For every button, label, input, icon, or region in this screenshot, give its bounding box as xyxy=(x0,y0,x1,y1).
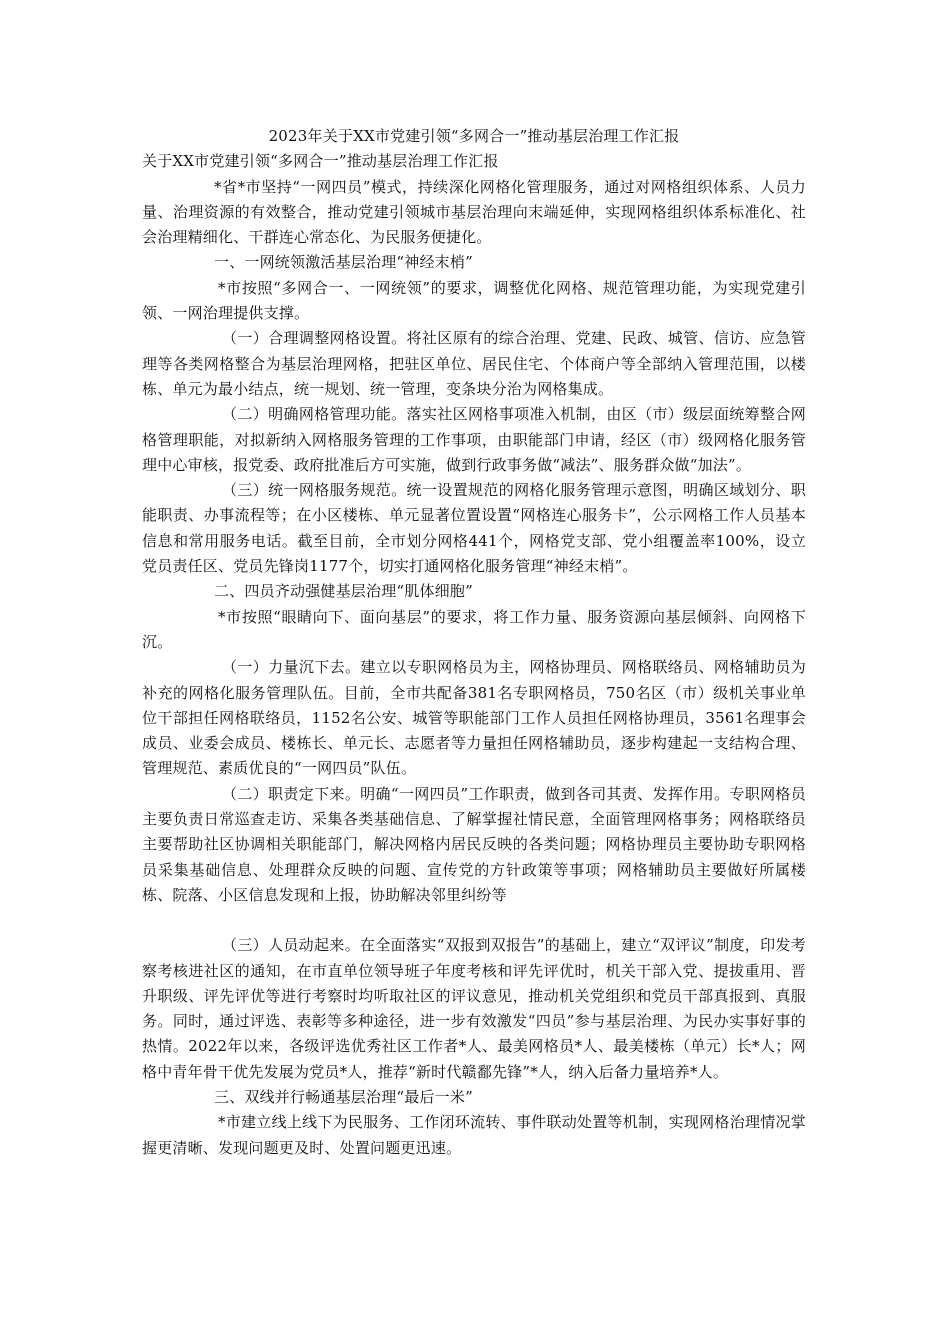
section-3-lead: *市建立线上线下为民服务、工作闭环流转、事件联动处置等机制，实现网格治理情况掌握更清晰、发现问题更及时、处置问题更迅速。 xyxy=(142,1113,806,1157)
section-3-heading: 三、双线并行畅通基层治理“最后一米” xyxy=(214,1087,473,1106)
paragraph-gap xyxy=(142,908,806,933)
section-1-heading: 一、一网统领激活基层治理“神经末梢” xyxy=(214,253,473,272)
document-title: 2023年关于XX市党建引领“多网合一”推动基层治理工作汇报 xyxy=(268,127,680,145)
section-1-item-3: （三）统一网格服务规范。统一设置规范的网格化服务管理示意图，明确区域划分、职能职责、办事流程等；在小区楼栋、单元显著位置设置“网格连心服务卡”，公示网格工作人员基本信息和常用服务电话。截至目前，全市划分网格441个，网格党支部、党小组覆盖率100%，设立党员责任区、党员先锋岗1177个，切实打通网格化服务管理“神经末梢”。 xyxy=(142,481,806,576)
section-2-item-1: （一）力量沉下去。建立以专职网格员为主，网格协理员、网格联络员、网格辅助员为补充的网格化服务管理队伍。目前，全市共配备381名专职网格员，750名区（市）级机关事业单位干部担任网格联络员，1152名公安、城管等职能部门工作人员担任网格协理员，3561名理事会成员、业委会成员、楼栋长、单元长、志愿者等力量担任网格辅助员，逐步构建起一支结构合理、管理规范、素质优良的“一网四员”队伍。 xyxy=(142,658,806,778)
section-2-item-2: （二）职责定下来。明确“一网四员”工作职责，做到各司其责、发挥作用。专职网格员主要负责日常巡查走访、采集各类基础信息、了解掌握社情民意，全面管理网格事务；网格联络员主要帮助社区协调相关职能部门，解决网格内居民反映的各类问题；网格协理员主要协助专职网格员采集基础信息、处理群众反映的问题、宣传党的方针政策等事项；网格辅助员主要做好所属楼栋、院落、小区信息发现和上报，协助解决邻里纠纷等 xyxy=(142,784,806,904)
section-2-item-3: （三）人员动起来。在全面落实“双报到双报告”的基础上，建立“双评议”制度，印发考察考核进社区的通知，在市直单位领导班子年度考核和评先评优时，机关干部入党、提拔重用、晋升职级、评先评优等进行考察时均听取社区的评议意见，推动机关党组织和党员干部真报到、真服务。同时，通过评选、表彰等多种途径，进一步有效激发“四员”参与基层治理、为民办实事好事的热情。2022年以来，各级评选优秀社区工作者*人、最美网格员*人、最美楼栋（单元）长*人；网格中青年骨干优先发展为党员*人，推荐“新时代赣鄱先锋”*人，纳入后备力量培养*人。 xyxy=(142,936,806,1081)
section-1-lead: *市按照“多网合一、一网统领”的要求，调整优化网格、规范管理功能，为实现党建引领、一网治理提供支撑。 xyxy=(142,278,806,323)
document-subtitle: 关于XX市党建引领“多网合一”推动基层治理工作汇报 xyxy=(142,152,499,171)
intro-paragraph: *省*市坚持“一网四员”模式，持续深化网格化管理服务，通过对网格组织体系、人员力量、治理资源的有效整合，推动党建引领城市基层治理向末端延伸，实现网格组织体系标准化、社会治理精细化、干群连心常态化、为民服务便捷化。 xyxy=(142,177,806,247)
section-1-item-1: （一）合理调整网格设置。将社区原有的综合治理、党建、民政、城管、信访、应急管理等各类网格整合为基层治理网格，把驻区单位、居民住宅、个体商户等全部纳入管理范围，以楼栋、单元为最小结点，统一规划、统一管理，变条块分治为网格集成。 xyxy=(142,329,806,398)
section-2-heading: 二、四员齐动强健基层治理“肌体细胞” xyxy=(214,582,473,601)
document-body xyxy=(142,124,806,1161)
section-1-item-2: （二）明确网格管理功能。落实社区网格事项准入机制，由区（市）级层面统筹整合网格管理职能，对拟新纳入网格服务管理的工作事项，由职能部门申请，经区（市）级网格化服务管理中心审核，报党委、政府批准后方可实施，做到行政事务做“减法”、服务群众做“加法”。 xyxy=(142,405,806,474)
section-2-lead: *市按照“眼睛向下、面向基层”的要求，将工作力量、服务资源向基层倾斜、向网格下沉。 xyxy=(142,607,806,651)
